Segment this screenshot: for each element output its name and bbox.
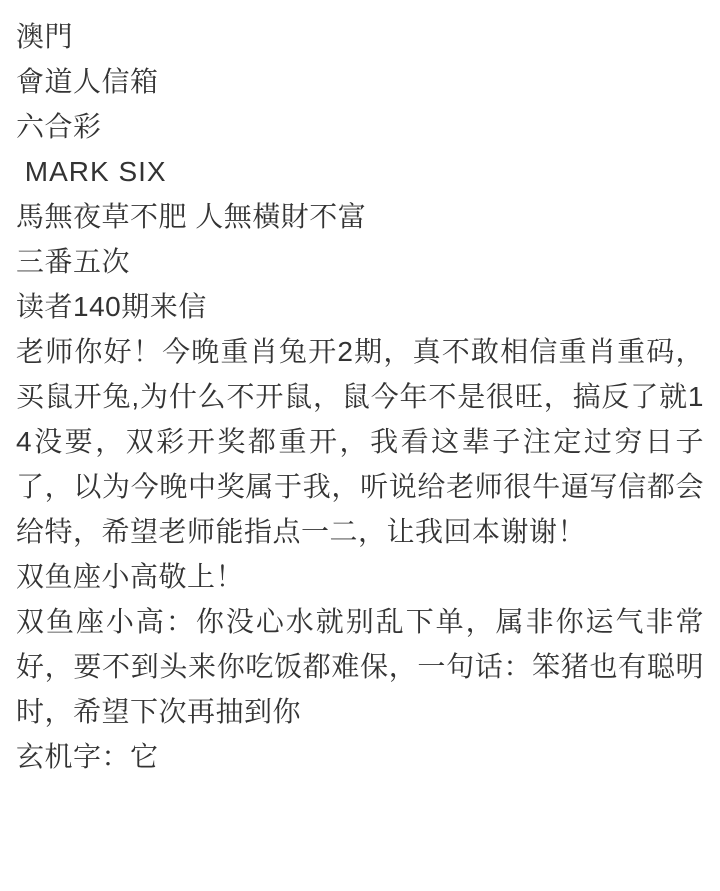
reply-text: 双鱼座小高：你没心水就别乱下单，属非你运气非常好，要不到头来你吃饭都难保，一句话：笨猪也有聪明时，希望下次再抽到你 — [16, 606, 704, 727]
mystic-word-line: 玄机字：它 — [16, 741, 159, 772]
header-line-lottery-name: 六合彩 — [16, 111, 102, 142]
header-line-mark-six: MARK SIX — [16, 156, 167, 187]
header-line-idiom: 三番五次 — [16, 246, 131, 277]
header-line-mailbox: 會道人信箱 — [16, 66, 159, 97]
letter-signature: 双鱼座小高敬上！ — [16, 561, 245, 592]
header-line-issue-label: 读者140期来信 — [16, 291, 207, 322]
header-line-proverb: 馬無夜草不肥 人無橫財不富 — [16, 201, 367, 232]
letter-body-text: 老师你好！今晚重肖兔开2期，真不敢相信重肖重码，买鼠开兔,为什么不开鼠，鼠今年不是很旺，搞反了就14没要，双彩开奖都重开，我看这辈子注定过穷日子了，以为今晚中奖属于我，听说给老师很牛逼写信都会给特，希望老师能指点一二，让我回本谢谢！ — [16, 336, 704, 547]
header-line-region: 澳門 — [16, 21, 74, 52]
